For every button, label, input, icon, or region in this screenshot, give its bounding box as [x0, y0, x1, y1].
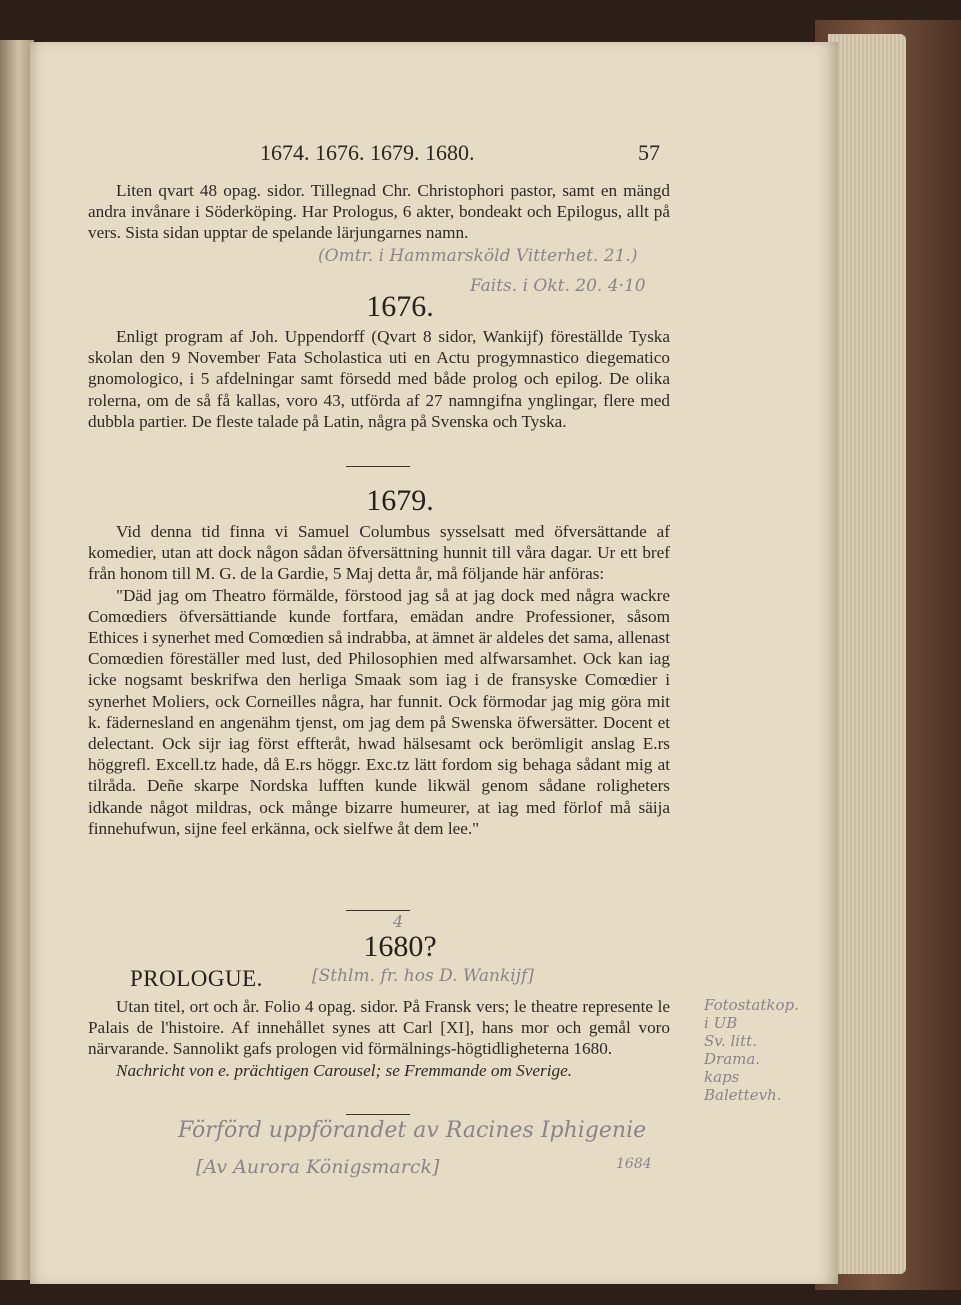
handwritten-margin-note: Fotostatkop. i UB Sv. litt. Drama. kaps Balettevh.: [704, 996, 799, 1104]
section-rule-3: [346, 1114, 410, 1115]
section-1676-text: Enligt program af Joh. Uppendorff (Qvart 8 sidor, Wankijf) föreställde Tyska skolan den 9 November Fata Scholastica uti en Actu progymnastico diegematico gnomologico, i 5 afdelningar samt försedd med både prolog och epilog. De olika rolerna, om de så få kallas, voro 43, utförda af 27 namngifna ynglingar, flere med dubbla partier. De fleste talade på Latin, några på Svenska och Tyska.: [88, 327, 670, 431]
handwritten-note-2: Faits. i Okt. 20. 4·10: [470, 276, 646, 296]
heading-1679: 1679.: [366, 484, 434, 517]
section-1680: [88, 996, 670, 1081]
section-1680-note: Nachricht von e. prächtigen Carousel; se Fremmande om Sverige.: [116, 1060, 573, 1080]
heading-1680: 1680?: [363, 930, 437, 963]
running-head-years: 1674. 1676. 1679. 1680.: [260, 140, 475, 165]
prologue-title: PROLOGUE.: [130, 966, 263, 991]
entry-1674: [88, 180, 670, 244]
section-1676: [88, 326, 670, 432]
handwritten-mark: 4: [393, 912, 404, 931]
handwritten-note-1: (Omtr. i Hammarsköld Vitterhet. 21.): [318, 246, 638, 266]
handwritten-note-4: Förförd uppförandet av Racines Iphigenie: [178, 1118, 647, 1143]
entry-1674-text: Liten qvart 48 opag. sidor. Tillegnad Chr. Christophori pastor, samt en mängd andra invånare i Söderköping. Har Prologus, 6 akter, bondeakt och Epilogus, allt på vers. Sista sidan upptar de spelande lärjungarnes namn.: [88, 181, 670, 243]
section-1679: [88, 521, 670, 839]
heading-1676: 1676.: [366, 290, 434, 323]
page-number: 57: [638, 140, 660, 165]
section-rule-1: [346, 466, 410, 467]
handwritten-note-3: [Sthlm. fr. hos D. Wankijf]: [312, 966, 534, 986]
section-1679-intro: Vid denna tid finna vi Samuel Columbus sysselsatt med öfversättande af komedier, utan att dock någon sådan öfversättning hunnit till våra dagar. Ur ett bref från honom till M. G. de la Gardie, 5 Maj detta år, må följande här anföras:: [88, 522, 670, 584]
handwritten-note-5: [Av Aurora Königsmarck]: [196, 1156, 440, 1178]
left-page-edge: [0, 40, 34, 1280]
page-stack: [828, 34, 906, 1274]
section-1679-quote: "Däd jag om Theatro förmälde, förstood jag så at jag dock med några wackre Comœdiers öfversättiande kunde fortfara, emädan andre Professioner, såsom Ethices i synerhet med Comœdien så indrabba, at ämnet är aldeles det sama, allenast Comœdien föreställer med lust, ded Philosophien med alfwarsamhet. Ock kan iag icke nogsamt beskrifwa den herliga Smaak som iag i de fransyske Comœdier i synerhet Moliers, ock Corneilles några, har funnit. Ock förmodar jag mig göra mit k. fädernesland en angenähm tjenst, om jag dem på Swenska öfwersätter. Docent et delectant. Ock sijr iag först effteråt, hwad hälsesamt ock berömligit anslag E.rs höggrefl. Excell.tz hade, då E.rs höggr. Exc.tz lätt fordom sig behaga sådant mig at tilråda. Deñe skarpe Nordska lufften kunde likwäl genom sådane roligheters idkande något mildras, ock månge bizarre humeurer, at iag med förlof må säija finnehufwun, sijne feel erkänna, ock sielfwe åt dem lee.": [88, 585, 670, 838]
handwritten-note-6: 1684: [616, 1156, 652, 1172]
section-rule-2: [346, 910, 410, 911]
section-1680-text: Utan titel, ort och år. Folio 4 opag. sidor. På Fransk vers; le theatre represente le Palais de l'histoire. Af innehållet synes att Carl [XI], hans mor och gemål voro närvarande. Sannolikt gafs prologen vid förmälnings-högtidligheterna 1680.: [88, 997, 670, 1059]
